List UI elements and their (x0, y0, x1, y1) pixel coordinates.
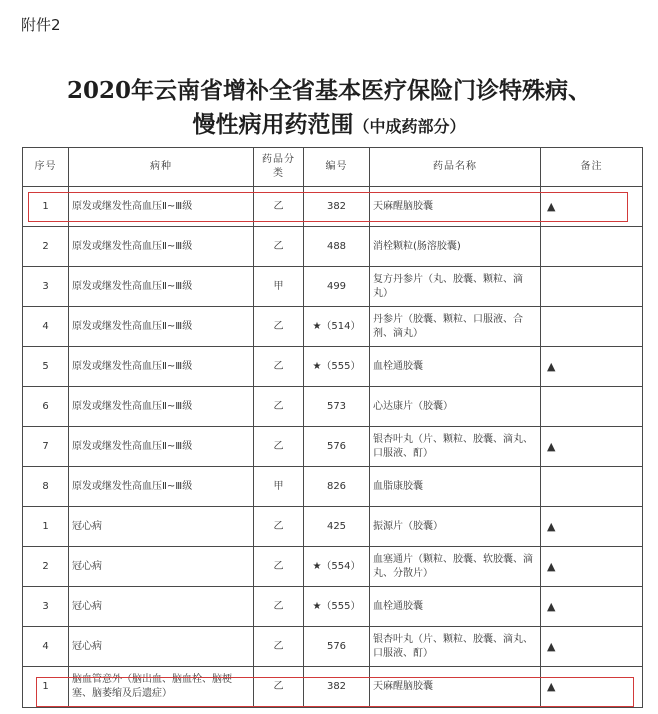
table-row (23, 347, 643, 387)
cell-note (541, 387, 643, 427)
cell-note (541, 307, 643, 347)
cell-no: 1 (23, 667, 69, 708)
cell-disease: 冠心病 (69, 627, 254, 667)
cell-category: 乙 (254, 227, 304, 267)
cell-note (541, 227, 643, 267)
page-title-main: 慢性病用药范围 (192, 111, 354, 138)
table-row (23, 467, 643, 507)
table-row (23, 307, 643, 347)
table-row (23, 507, 643, 547)
cell-disease: 原发或继发性高血压Ⅱ~Ⅲ级 (69, 427, 254, 467)
cell-note: ▲ (541, 187, 643, 227)
cell-no: 6 (23, 387, 69, 427)
cell-drug: 丹参片（胶囊、颗粒、口服液、合剂、滴丸） (370, 307, 541, 347)
cell-category: 甲 (254, 467, 304, 507)
header-no: 序号 (23, 148, 69, 187)
cell-drug: 消栓颗粒(肠溶胶囊) (370, 227, 541, 267)
cell-no: 7 (23, 427, 69, 467)
cell-no: 1 (23, 187, 69, 227)
cell-disease: 冠心病 (69, 587, 254, 627)
cell-drug: 血塞通片（颗粒、胶囊、软胶囊、滴丸、分散片） (370, 547, 541, 587)
cell-note: ▲ (541, 347, 643, 387)
table-row (23, 187, 643, 227)
cell-drug: 复方丹参片（丸、胶囊、颗粒、滴丸） (370, 267, 541, 307)
cell-drug: 银杏叶丸（片、颗粒、胶囊、滴丸、口服液、酊） (370, 427, 541, 467)
cell-code: 826 (304, 467, 370, 507)
cell-drug: 血栓通胶囊 (370, 347, 541, 387)
header-category: 药品分类 (254, 148, 304, 187)
cell-note: ▲ (541, 587, 643, 627)
cell-drug: 天麻醒脑胶囊 (370, 187, 541, 227)
cell-category: 乙 (254, 347, 304, 387)
cell-no: 2 (23, 227, 69, 267)
cell-no: 3 (23, 587, 69, 627)
cell-code: ★（555） (304, 587, 370, 627)
cell-drug: 心达康片（胶囊） (370, 387, 541, 427)
cell-note (541, 467, 643, 507)
page-title-line2 (0, 106, 658, 139)
cell-category: 乙 (254, 307, 304, 347)
table-row (23, 227, 643, 267)
cell-code: ★（555） (304, 347, 370, 387)
cell-category: 乙 (254, 387, 304, 427)
table-row (23, 387, 643, 427)
cell-no: 4 (23, 307, 69, 347)
cell-code: 576 (304, 427, 370, 467)
cell-category: 乙 (254, 187, 304, 227)
cell-no: 3 (23, 267, 69, 307)
attachment-label: 附件2 (21, 16, 61, 34)
cell-note: ▲ (541, 507, 643, 547)
cell-note: ▲ (541, 667, 643, 708)
cell-category: 乙 (254, 587, 304, 627)
drug-scope-table (22, 147, 643, 708)
header-note: 备注 (541, 148, 643, 187)
cell-code: 425 (304, 507, 370, 547)
cell-no: 8 (23, 467, 69, 507)
table-row (23, 547, 643, 587)
cell-code: 382 (304, 187, 370, 227)
cell-category: 乙 (254, 547, 304, 587)
cell-category: 乙 (254, 507, 304, 547)
page-title-sub: （中成药部分） (353, 117, 466, 136)
cell-drug: 银杏叶丸（片、颗粒、胶囊、滴丸、口服液、酊） (370, 627, 541, 667)
cell-code: 499 (304, 267, 370, 307)
header-drug: 药品名称 (370, 148, 541, 187)
cell-note (541, 267, 643, 307)
cell-drug: 天麻醒脑胶囊 (370, 667, 541, 708)
table-header-row (23, 148, 643, 187)
cell-disease: 脑血管意外（脑出血、脑血栓、脑梗塞、脑萎缩及后遗症） (69, 667, 254, 708)
page-title-line1: 2020年云南省增补全省基本医疗保险门诊特殊病、 (66, 77, 591, 104)
cell-disease: 原发或继发性高血压Ⅱ~Ⅲ级 (69, 267, 254, 307)
cell-no: 4 (23, 627, 69, 667)
header-disease: 病种 (69, 148, 254, 187)
cell-category: 甲 (254, 267, 304, 307)
cell-no: 2 (23, 547, 69, 587)
cell-code: 488 (304, 227, 370, 267)
cell-disease: 原发或继发性高血压Ⅱ~Ⅲ级 (69, 227, 254, 267)
cell-code: ★（554） (304, 547, 370, 587)
cell-note: ▲ (541, 627, 643, 667)
header-code: 编号 (304, 148, 370, 187)
cell-disease: 原发或继发性高血压Ⅱ~Ⅲ级 (69, 467, 254, 507)
table-row (23, 267, 643, 307)
cell-disease: 原发或继发性高血压Ⅱ~Ⅲ级 (69, 347, 254, 387)
cell-disease: 原发或继发性高血压Ⅱ~Ⅲ级 (69, 307, 254, 347)
table-row (23, 627, 643, 667)
cell-category: 乙 (254, 667, 304, 708)
cell-code: 382 (304, 667, 370, 708)
cell-category: 乙 (254, 427, 304, 467)
cell-note: ▲ (541, 427, 643, 467)
cell-disease: 原发或继发性高血压Ⅱ~Ⅲ级 (69, 387, 254, 427)
cell-note: ▲ (541, 547, 643, 587)
table-row (23, 427, 643, 467)
cell-code: ★（514） (304, 307, 370, 347)
cell-no: 5 (23, 347, 69, 387)
cell-disease: 原发或继发性高血压Ⅱ~Ⅲ级 (69, 187, 254, 227)
cell-drug: 血栓通胶囊 (370, 587, 541, 627)
cell-drug: 振源片（胶囊） (370, 507, 541, 547)
table-row (23, 667, 643, 708)
cell-code: 576 (304, 627, 370, 667)
cell-disease: 冠心病 (69, 507, 254, 547)
cell-drug: 血脂康胶囊 (370, 467, 541, 507)
table-row (23, 587, 643, 627)
cell-code: 573 (304, 387, 370, 427)
cell-disease: 冠心病 (69, 547, 254, 587)
cell-category: 乙 (254, 627, 304, 667)
cell-no: 1 (23, 507, 69, 547)
